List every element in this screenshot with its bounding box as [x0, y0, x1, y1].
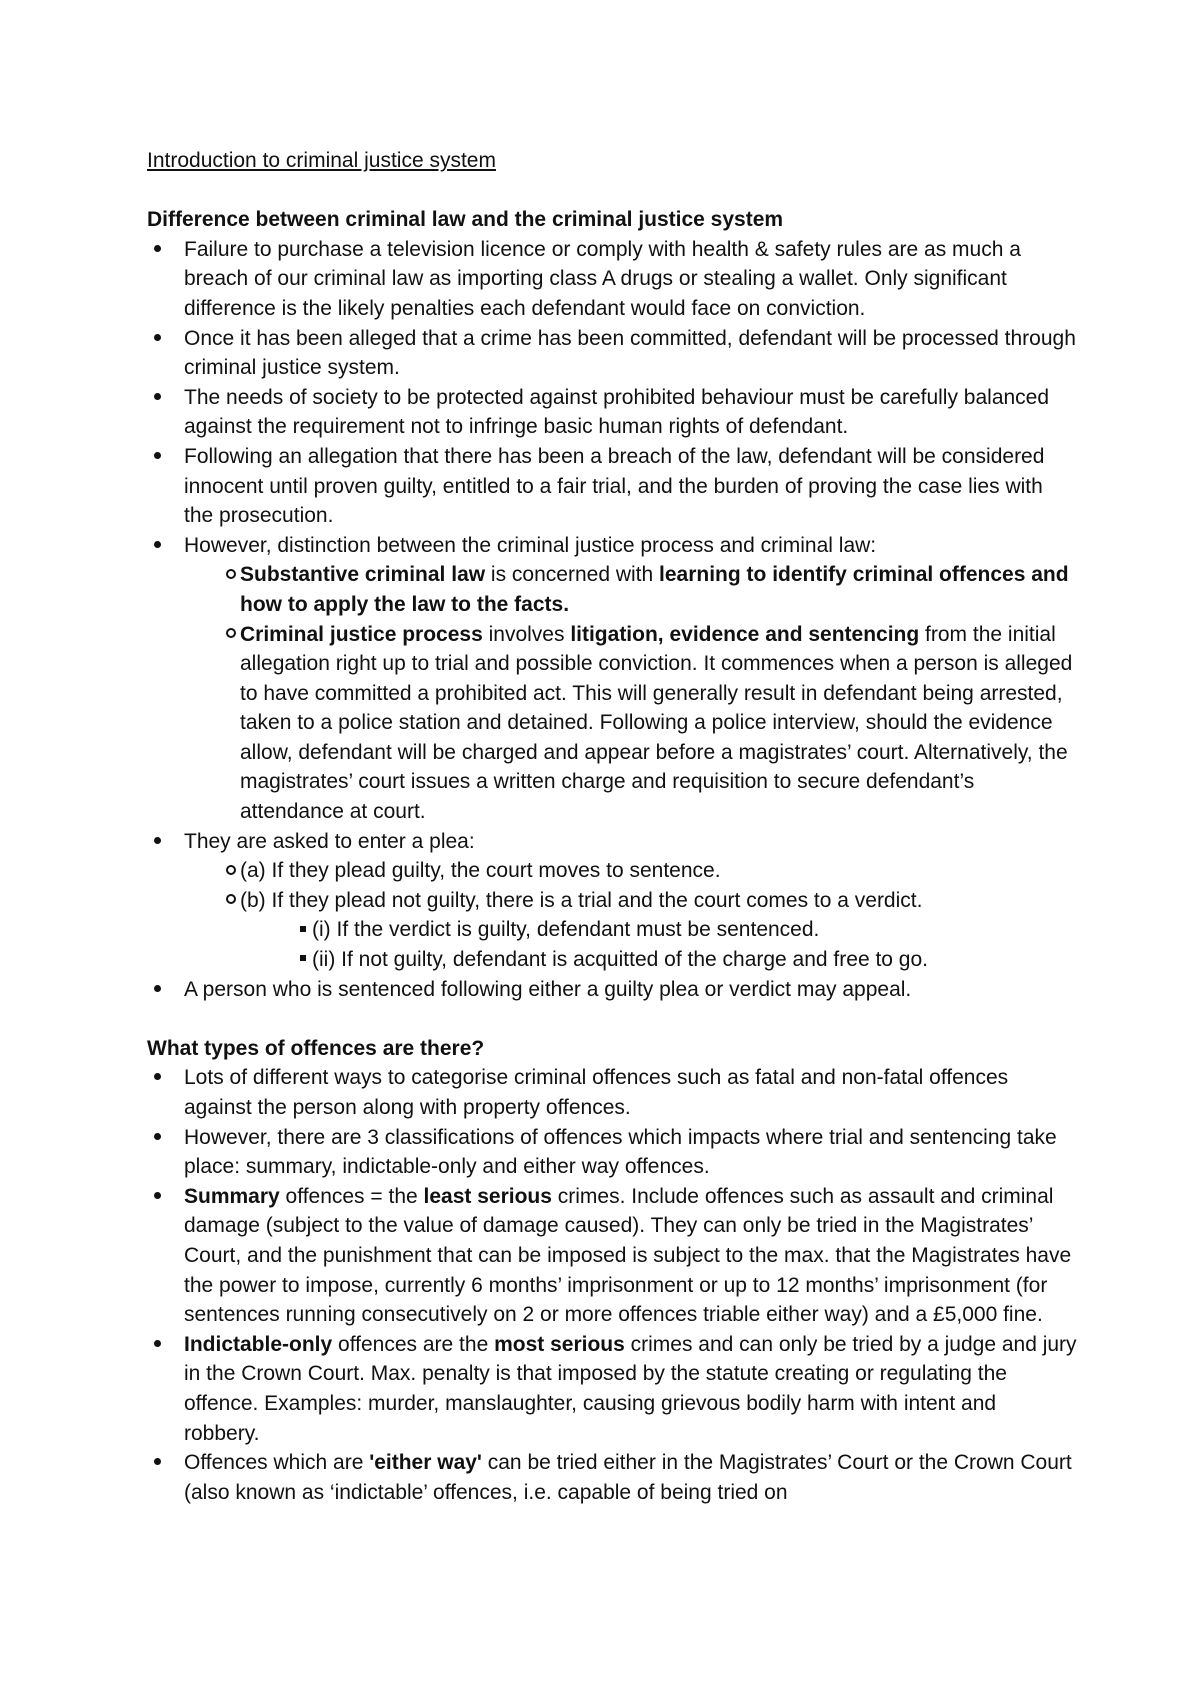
- bullet-dot-icon: [147, 975, 167, 1005]
- sub-list-item: (b) If they plead not guilty, there is a trial and the court comes to a verdict.: [147, 886, 1077, 916]
- bullet-dot-icon: [147, 1330, 167, 1360]
- section-heading-offence-types: What types of offences are there?: [147, 1036, 485, 1060]
- sub-list-item: Substantive criminal law is concerned with learning to identify criminal offences and how to apply the law to the facts.: [147, 560, 1077, 619]
- bullet-square-icon: [293, 915, 313, 945]
- list-item: Offences which are 'either way' can be tried either in the Magistrates’ Court or the Crown Court (also known as ‘indictable’ offences, i.e. capable of being tried on: [147, 1448, 1077, 1507]
- bullet-dot-icon: [147, 324, 167, 354]
- section1-list: [147, 235, 1077, 1004]
- list-item: Summary offences = the least serious crimes. Include offences such as assault and criminal damage (subject to the value of damage caused). They can only be tried in the Magistrates’ Court, and the punishment that can be imposed is subject to the max. that the Magistrates have the power to impose, currently 6 months’ imprisonment or up to 12 months’ imprisonment (for sentences running consecutively on 2 or more offences triable either way) and a £5,000 fine.: [147, 1182, 1077, 1330]
- list-item: However, distinction between the criminal justice process and criminal law:: [147, 531, 1077, 561]
- sub-sub-list-item: (i) If the verdict is guilty, defendant must be sentenced.: [147, 915, 1077, 945]
- sub-list-item: (a) If they plead guilty, the court moves to sentence.: [147, 856, 1077, 886]
- bullet-dot-icon: [147, 442, 167, 472]
- list-item: However, there are 3 classifications of offences which impacts where trial and sentencing take place: summary, indictable-only and either way offences.: [147, 1123, 1077, 1182]
- document-title: Introduction to criminal justice system: [147, 149, 496, 172]
- bullet-dot-icon: [147, 1182, 167, 1212]
- sub-sub-list-item: (ii) If not guilty, defendant is acquitted of the charge and free to go.: [147, 945, 1077, 975]
- bullet-dot-icon: [147, 827, 167, 857]
- bullet-dot-icon: [147, 235, 167, 265]
- bullet-circle-icon: [221, 620, 241, 650]
- bullet-dot-icon: [147, 1063, 167, 1093]
- list-item: Once it has been alleged that a crime has been committed, defendant will be processed through criminal justice system.: [147, 324, 1077, 383]
- bullet-dot-icon: [147, 383, 167, 413]
- list-item: Lots of different ways to categorise criminal offences such as fatal and non-fatal offences against the person along with property offences.: [147, 1063, 1077, 1122]
- spacer: [147, 176, 1077, 206]
- document-content: [147, 146, 1077, 1507]
- bullet-dot-icon: [147, 1123, 167, 1153]
- bullet-circle-icon: [221, 886, 241, 916]
- list-item: Indictable-only offences are the most serious crimes and can only be tried by a judge and jury in the Crown Court. Max. penalty is that imposed by the statute creating or regulating the offence. Examples: murder, manslaughter, causing grievous bodily harm with intent and robbery.: [147, 1330, 1077, 1448]
- bullet-dot-icon: [147, 531, 167, 561]
- bullet-circle-icon: [221, 856, 241, 886]
- section2-list: [147, 1063, 1077, 1507]
- sub-list-item: Criminal justice process involves litigation, evidence and sentencing from the initial allegation right up to trial and possible conviction. It commences when a person is alleged to have committed a prohibited act. This will generally result in defendant being arrested, taken to a police station and detained. Following a police interview, should the evidence allow, defendant will be charged and appear before a magistrates’ court. Alternatively, the magistrates’ court issues a written charge and requisition to secure defendant’s attendance at court.: [147, 620, 1077, 827]
- bullet-square-icon: [293, 945, 313, 975]
- list-item: The needs of society to be protected against prohibited behaviour must be carefully balanced against the requirement not to infringe basic human rights of defendant.: [147, 383, 1077, 442]
- list-item: Failure to purchase a television licence or comply with health & safety rules are as much a breach of our criminal law as importing class A drugs or stealing a wallet. Only significant difference is the likely penalties each defendant would face on conviction.: [147, 235, 1077, 324]
- spacer: [147, 1004, 1077, 1034]
- bullet-circle-icon: [221, 560, 241, 590]
- list-item: A person who is sentenced following either a guilty plea or verdict may appeal.: [147, 975, 1077, 1005]
- section-heading-difference: Difference between criminal law and the criminal justice system: [147, 208, 784, 232]
- list-item: Following an allegation that there has been a breach of the law, defendant will be considered innocent until proven guilty, entitled to a fair trial, and the burden of proving the case lies with the prosecution.: [147, 442, 1077, 531]
- bullet-dot-icon: [147, 1448, 167, 1478]
- list-item: They are asked to enter a plea:: [147, 827, 1077, 857]
